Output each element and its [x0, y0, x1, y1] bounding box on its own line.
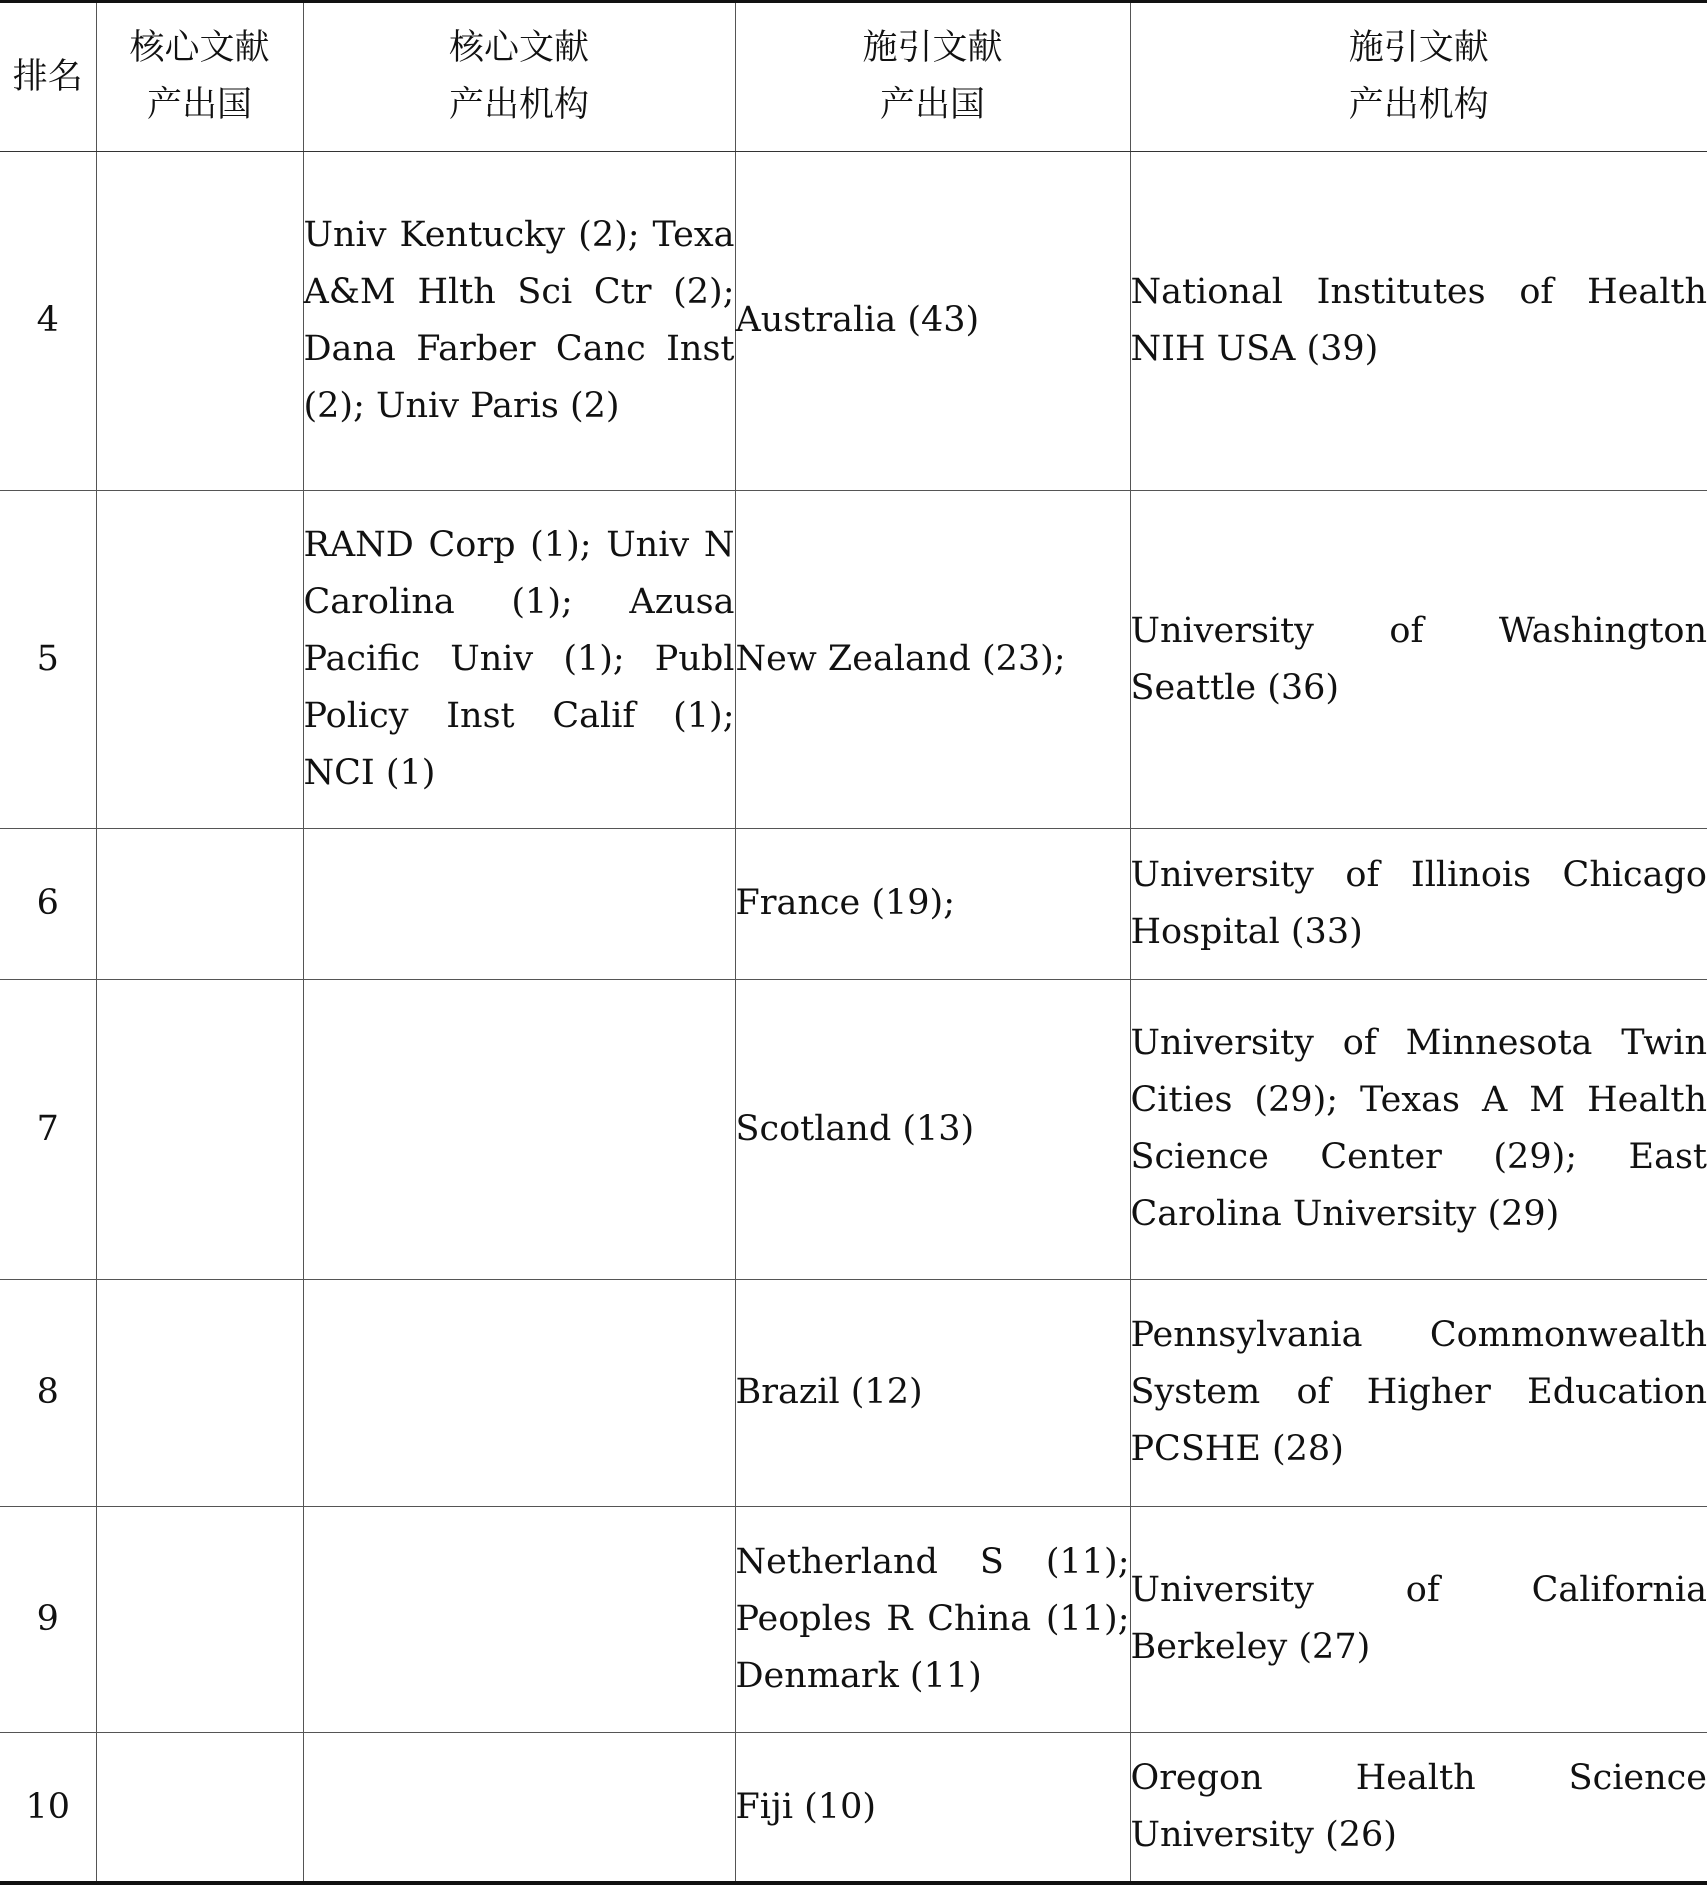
table-row: [0, 979, 1707, 1280]
core-institution-cell: [303, 1506, 735, 1732]
table-row: [0, 1506, 1707, 1732]
core-country-cell: [96, 979, 303, 1280]
core-institution-cell: RAND Corp (1); Univ N Carolina (1); Azusa Pacific Univ (1); Publ Policy Inst Calif (1); NCI (1): [303, 490, 735, 829]
rank-cell: 10: [0, 1733, 96, 1883]
header-citing-institution-line1: 施引文献: [1348, 28, 1489, 68]
core-institution-cell: [303, 829, 735, 979]
header-citing-country-line1: 施引文献: [862, 28, 1003, 68]
citing-country-cell: Brazil (12): [735, 1280, 1130, 1506]
rank-cell: 9: [0, 1506, 96, 1732]
core-institution-cell: [303, 1733, 735, 1883]
header-core-institution: [303, 2, 735, 152]
core-country-cell: [96, 490, 303, 829]
rank-cell: 4: [0, 152, 96, 491]
citing-institution-cell: University of Illinois Chicago Hospital (33): [1130, 829, 1707, 979]
table-row: [0, 829, 1707, 979]
citing-institution-cell: Pennsylvania Commonwealth System of Higher Education PCSHE (28): [1130, 1280, 1707, 1506]
core-country-cell: [96, 1280, 303, 1506]
citing-institution-cell: Oregon Health Science University (26): [1130, 1733, 1707, 1883]
citing-institution-cell: University of Washington Seattle (36): [1130, 490, 1707, 829]
citing-country-cell: France (19);: [735, 829, 1130, 979]
header-citing-country-line2: 产出国: [879, 85, 985, 125]
core-institution-cell: Univ Kentucky (2); Texa A&M Hlth Sci Ctr (2); Dana Farber Canc Inst (2); Univ Paris (2): [303, 152, 735, 491]
header-citing-institution: [1130, 2, 1707, 152]
citing-institution-cell: University of Minnesota Twin Cities (29); Texas A M Health Science Center (29); East Carolina University (29): [1130, 979, 1707, 1280]
header-core-institution-line1: 核心文献: [448, 28, 589, 68]
citing-country-cell: New Zealand (23);: [735, 490, 1130, 829]
header-rank: 排名: [0, 2, 96, 152]
core-country-cell: [96, 1733, 303, 1883]
header-citing-country: [735, 2, 1130, 152]
citing-country-cell: Fiji (10): [735, 1733, 1130, 1883]
citing-institution-cell: University of California Berkeley (27): [1130, 1506, 1707, 1732]
header-core-country-line2: 产出国: [146, 85, 252, 125]
rank-cell: 8: [0, 1280, 96, 1506]
header-row: [0, 2, 1707, 152]
table-row: [0, 152, 1707, 491]
rank-cell: 6: [0, 829, 96, 979]
rank-cell: 5: [0, 490, 96, 829]
citing-institution-cell: National Institutes of Health NIH USA (39): [1130, 152, 1707, 491]
table-row: [0, 1280, 1707, 1506]
header-core-country: [96, 2, 303, 152]
header-core-country-line1: 核心文献: [129, 28, 270, 68]
rank-cell: 7: [0, 979, 96, 1280]
citing-country-cell: Scotland (13): [735, 979, 1130, 1280]
core-country-cell: [96, 1506, 303, 1732]
core-institution-cell: [303, 1280, 735, 1506]
core-country-cell: [96, 152, 303, 491]
header-core-institution-line2: 产出机构: [448, 85, 589, 125]
citing-country-cell: Australia (43): [735, 152, 1130, 491]
core-institution-cell: [303, 979, 735, 1280]
citing-country-cell: Netherland S (11); Peoples R China (11); Denmark (11): [735, 1506, 1130, 1732]
table-row: [0, 490, 1707, 829]
header-citing-institution-line2: 产出机构: [1348, 85, 1489, 125]
table-row: [0, 1733, 1707, 1883]
core-country-cell: [96, 829, 303, 979]
